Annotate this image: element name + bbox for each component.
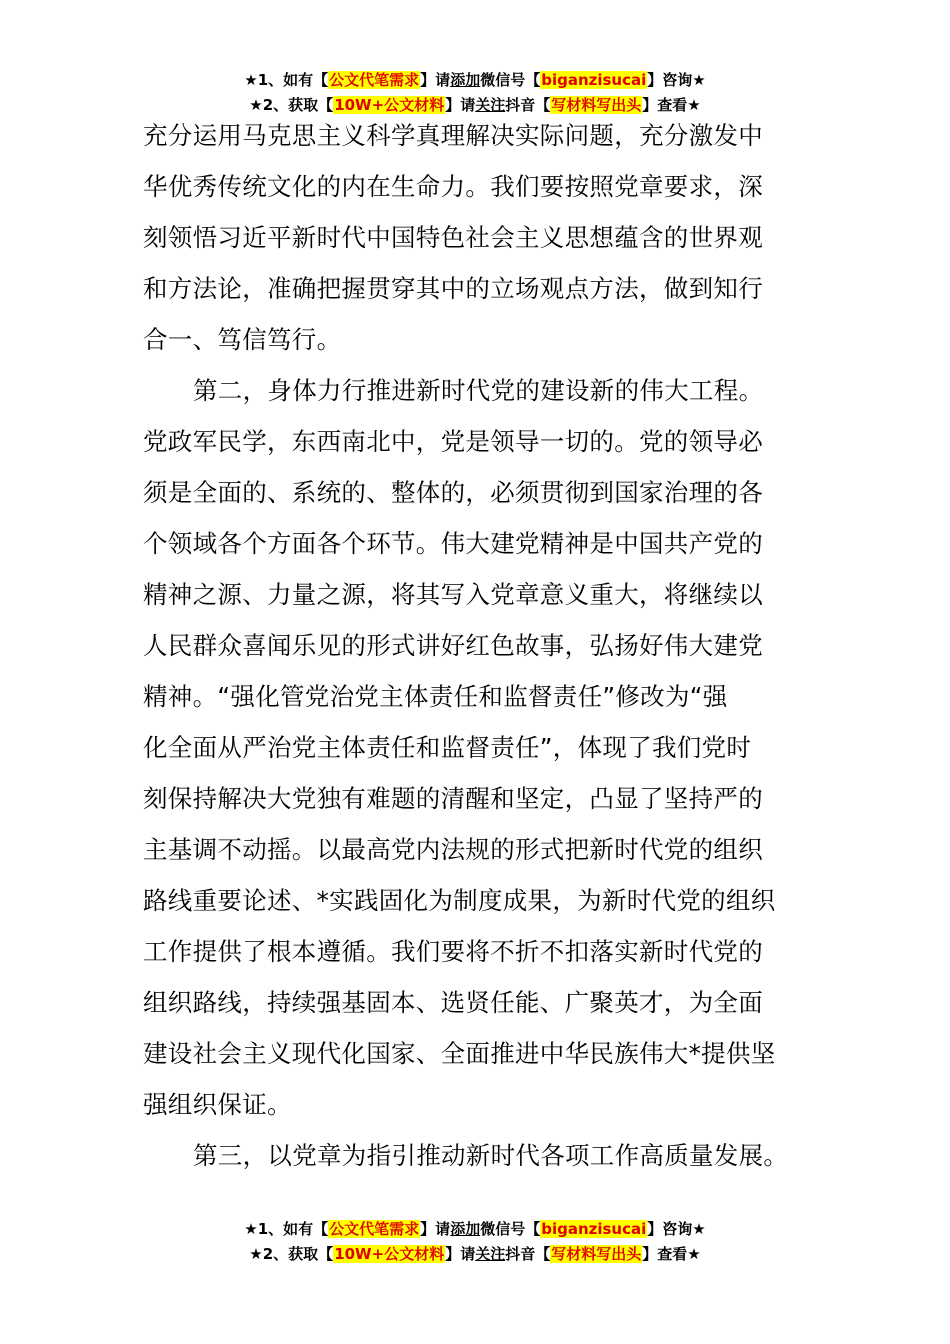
banner-line-2: ★2、获取【10W+公文材料】请关注抖音【写材料写出头】查看★	[249, 1245, 701, 1263]
body-line: 合一、笃信笃行。	[143, 325, 342, 354]
body-line: 刻保持解决大党独有难题的清醒和坚定，凸显了坚持严的	[143, 784, 763, 813]
banner-line-1: ★1、如有【公文代笔需求】请添加微信号【biganzisucai】咨询★	[244, 1220, 706, 1238]
body-line: 华优秀传统文化的内在生命力。我们要按照党章要求，深	[143, 172, 763, 201]
highlight-materials: 10W+公文材料	[334, 96, 445, 114]
body-line: 强组织保证。	[143, 1090, 292, 1119]
highlight-douyin: 写材料写出头	[551, 1245, 642, 1263]
body-line: 个领域各个方面各个环节。伟大建党精神是中国共产党的	[143, 529, 763, 558]
body-line: 须是全面的、系统的、整体的，必须贯彻到国家治理的各	[143, 478, 763, 507]
banner-line-2: ★2、获取【10W+公文材料】请关注抖音【写材料写出头】查看★	[249, 96, 701, 114]
footer-banner	[0, 1217, 950, 1267]
body-line: 刻领悟习近平新时代中国特色社会主义思想蕴含的世界观	[143, 223, 763, 252]
highlight-ghostwriting: 公文代笔需求	[329, 1220, 420, 1238]
highlight-ghostwriting: 公文代笔需求	[329, 71, 420, 89]
banner-line-1: ★1、如有【公文代笔需求】请添加微信号【biganzisucai】咨询★	[244, 71, 706, 89]
body-line: 充分运用马克思主义科学真理解决实际问题，充分激发中	[143, 121, 763, 150]
body-line: 组织路线，持续强基固本、选贤任能、广聚英才，为全面	[143, 988, 763, 1017]
section-heading-2: 第二，身体力行推进新时代党的建设新的伟大工程。	[193, 376, 764, 405]
body-line: 和方法论，准确把握贯穿其中的立场观点方法，做到知行	[143, 274, 763, 303]
highlight-wechat-id: biganzisucai	[541, 1220, 647, 1238]
highlight-wechat-id: biganzisucai	[541, 71, 647, 89]
highlight-douyin: 写材料写出头	[551, 96, 642, 114]
document-body	[143, 110, 833, 1181]
body-line: 精神之源、力量之源，将其写入党章意义重大，将继续以	[143, 580, 763, 609]
body-line: 主基调不动摇。以最高党内法规的形式把新时代党的组织	[143, 835, 763, 864]
body-line: 工作提供了根本遵循。我们要将不折不扣落实新时代党的	[143, 937, 763, 966]
section-heading-3: 第三，以党章为指引推动新时代各项工作高质量发展。	[193, 1141, 789, 1170]
body-line: 精神。“强化管党治党主体责任和监督责任”修改为“强	[143, 682, 728, 711]
body-line: 人民群众喜闻乐见的形式讲好红色故事，弘扬好伟大建党	[143, 631, 763, 660]
body-line: 路线重要论述、*实践固化为制度成果，为新时代党的组织	[143, 886, 776, 915]
body-line: 党政军民学，东西南北中，党是领导一切的。党的领导必	[143, 427, 763, 456]
body-line: 建设社会主义现代化国家、全面推进中华民族伟大*提供坚	[143, 1039, 776, 1068]
highlight-materials: 10W+公文材料	[334, 1245, 445, 1263]
body-line: 化全面从严治党主体责任和监督责任”，体现了我们党时	[143, 733, 752, 762]
